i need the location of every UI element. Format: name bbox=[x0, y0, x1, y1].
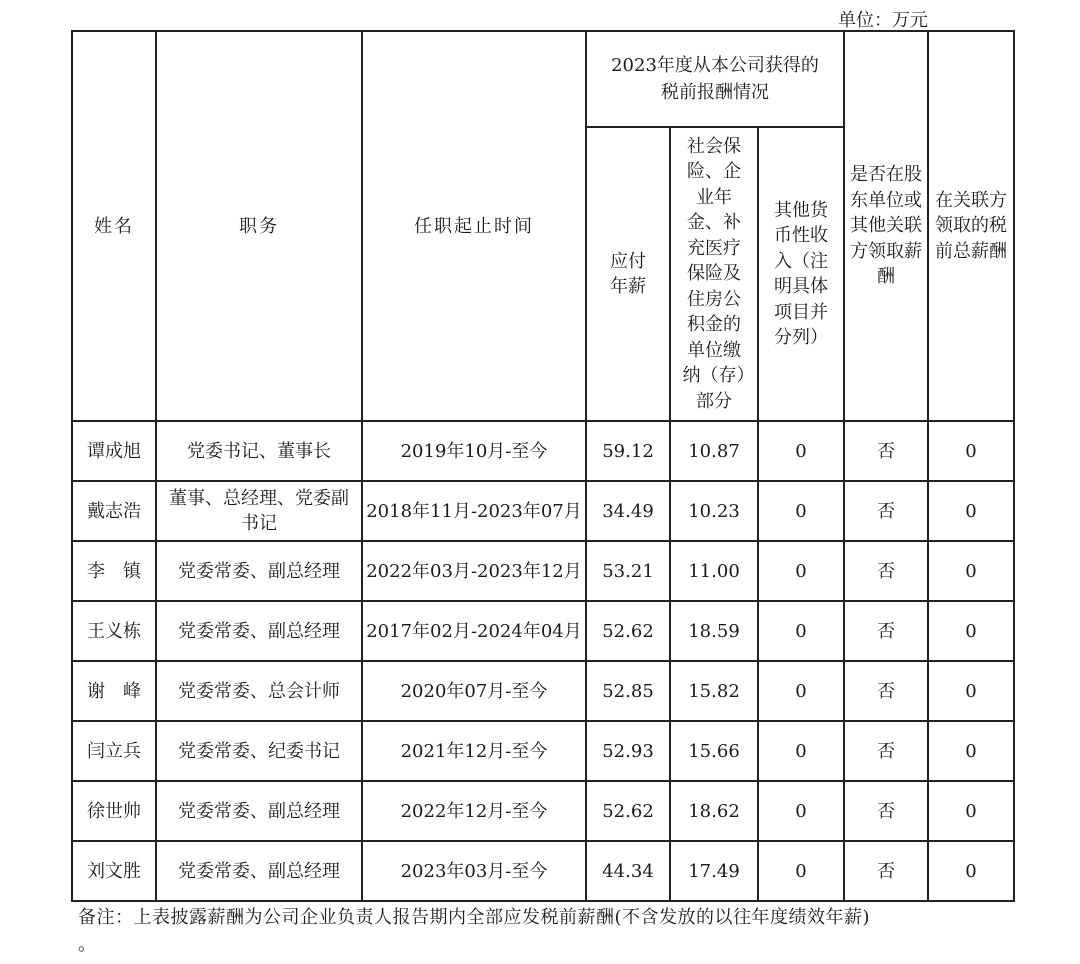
cell-position: 党委常委、副总经理 bbox=[156, 781, 362, 841]
header-group-title-text: 2023年度从本公司获得的税前报酬情况 bbox=[611, 55, 819, 103]
cell-term: 2017年02月-2024年04月 bbox=[362, 601, 586, 661]
table-row bbox=[72, 781, 1014, 841]
cell-annual-salary: 53.21 bbox=[586, 541, 670, 601]
cell-name: 刘文胜 bbox=[72, 841, 156, 901]
cell-related-pay: 0 bbox=[928, 481, 1014, 541]
cell-term: 2022年03月-2023年12月 bbox=[362, 541, 586, 601]
cell-other-income: 0 bbox=[758, 841, 844, 901]
cell-name: 李 镇 bbox=[72, 541, 156, 601]
header-name: 姓名 bbox=[72, 31, 156, 421]
header-social-insurance bbox=[670, 127, 758, 421]
table-row bbox=[72, 841, 1014, 901]
cell-annual-salary: 59.12 bbox=[586, 421, 670, 481]
cell-social-insurance: 15.66 bbox=[670, 721, 758, 781]
cell-other-income: 0 bbox=[758, 481, 844, 541]
cell-shareholder-pay: 否 bbox=[844, 541, 928, 601]
cell-name: 谢 峰 bbox=[72, 661, 156, 721]
cell-social-insurance: 15.82 bbox=[670, 661, 758, 721]
cell-social-insurance: 17.49 bbox=[670, 841, 758, 901]
cell-related-pay: 0 bbox=[928, 721, 1014, 781]
header-other-income bbox=[758, 127, 844, 421]
header-shareholder-pay bbox=[844, 31, 928, 421]
header-position: 职务 bbox=[156, 31, 362, 421]
cell-name: 徐世帅 bbox=[72, 781, 156, 841]
cell-name: 闫立兵 bbox=[72, 721, 156, 781]
table-row bbox=[72, 661, 1014, 721]
cell-position: 党委常委、总会计师 bbox=[156, 661, 362, 721]
cell-name: 戴志浩 bbox=[72, 481, 156, 541]
cell-annual-salary: 52.62 bbox=[586, 781, 670, 841]
cell-shareholder-pay: 否 bbox=[844, 481, 928, 541]
header-social-insurance-text: 社会保险、企业年金、补充医疗保险及住房公积金的单位缴纳（存）部分 bbox=[682, 135, 746, 412]
cell-position: 董事、总经理、党委副书记 bbox=[156, 481, 362, 541]
cell-annual-salary: 52.85 bbox=[586, 661, 670, 721]
header-related-pay bbox=[928, 31, 1014, 421]
cell-term: 2018年11月-2023年07月 bbox=[362, 481, 586, 541]
cell-name: 王义栋 bbox=[72, 601, 156, 661]
cell-term: 2021年12月-至今 bbox=[362, 721, 586, 781]
cell-shareholder-pay: 否 bbox=[844, 781, 928, 841]
cell-other-income: 0 bbox=[758, 541, 844, 601]
header-shareholder-pay-text: 是否在股东单位或其他关联方领取薪酬 bbox=[850, 164, 922, 288]
cell-shareholder-pay: 否 bbox=[844, 601, 928, 661]
cell-related-pay: 0 bbox=[928, 661, 1014, 721]
cell-annual-salary: 52.93 bbox=[586, 721, 670, 781]
cell-name: 谭成旭 bbox=[72, 421, 156, 481]
unit-label: 单位：万元 bbox=[838, 10, 928, 31]
cell-annual-salary: 34.49 bbox=[586, 481, 670, 541]
cell-term: 2020年07月-至今 bbox=[362, 661, 586, 721]
cell-social-insurance: 18.62 bbox=[670, 781, 758, 841]
cell-position: 党委常委、纪委书记 bbox=[156, 721, 362, 781]
cell-term: 2023年03月-至今 bbox=[362, 841, 586, 901]
compensation-table bbox=[71, 30, 1015, 902]
cell-other-income: 0 bbox=[758, 721, 844, 781]
cell-related-pay: 0 bbox=[928, 601, 1014, 661]
cell-annual-salary: 44.34 bbox=[586, 841, 670, 901]
table-row bbox=[72, 421, 1014, 481]
cell-shareholder-pay: 否 bbox=[844, 421, 928, 481]
footnote: 备注：上表披露薪酬为公司企业负责人报告期内全部应发税前薪酬(不含发放的以往年度绩效年薪) bbox=[78, 907, 871, 928]
table-row bbox=[72, 481, 1014, 541]
cell-other-income: 0 bbox=[758, 661, 844, 721]
cell-other-income: 0 bbox=[758, 601, 844, 661]
cell-related-pay: 0 bbox=[928, 541, 1014, 601]
cell-annual-salary: 52.62 bbox=[586, 601, 670, 661]
footnote-end: 。 bbox=[78, 934, 96, 955]
cell-other-income: 0 bbox=[758, 421, 844, 481]
header-annual-salary-text: 应付年薪 bbox=[610, 250, 646, 297]
cell-term: 2022年12月-至今 bbox=[362, 781, 586, 841]
cell-position: 党委书记、董事长 bbox=[156, 421, 362, 481]
cell-position: 党委常委、副总经理 bbox=[156, 541, 362, 601]
cell-position: 党委常委、副总经理 bbox=[156, 601, 362, 661]
cell-related-pay: 0 bbox=[928, 421, 1014, 481]
cell-position: 党委常委、副总经理 bbox=[156, 841, 362, 901]
cell-social-insurance: 18.59 bbox=[670, 601, 758, 661]
header-related-pay-text: 在关联方领取的税前总薪酬 bbox=[935, 189, 1007, 262]
cell-social-insurance: 11.00 bbox=[670, 541, 758, 601]
cell-shareholder-pay: 否 bbox=[844, 841, 928, 901]
cell-social-insurance: 10.87 bbox=[670, 421, 758, 481]
header-annual-salary bbox=[586, 127, 670, 421]
table-row bbox=[72, 721, 1014, 781]
table-row bbox=[72, 601, 1014, 661]
header-other-income-text: 其他货币性收入（注明具体项目并分列） bbox=[774, 199, 828, 348]
cell-related-pay: 0 bbox=[928, 781, 1014, 841]
cell-shareholder-pay: 否 bbox=[844, 721, 928, 781]
table-row bbox=[72, 541, 1014, 601]
cell-related-pay: 0 bbox=[928, 841, 1014, 901]
cell-other-income: 0 bbox=[758, 781, 844, 841]
cell-social-insurance: 10.23 bbox=[670, 481, 758, 541]
cell-shareholder-pay: 否 bbox=[844, 661, 928, 721]
header-term: 任职起止时间 bbox=[362, 31, 586, 421]
cell-term: 2019年10月-至今 bbox=[362, 421, 586, 481]
header-group-title bbox=[586, 31, 844, 127]
